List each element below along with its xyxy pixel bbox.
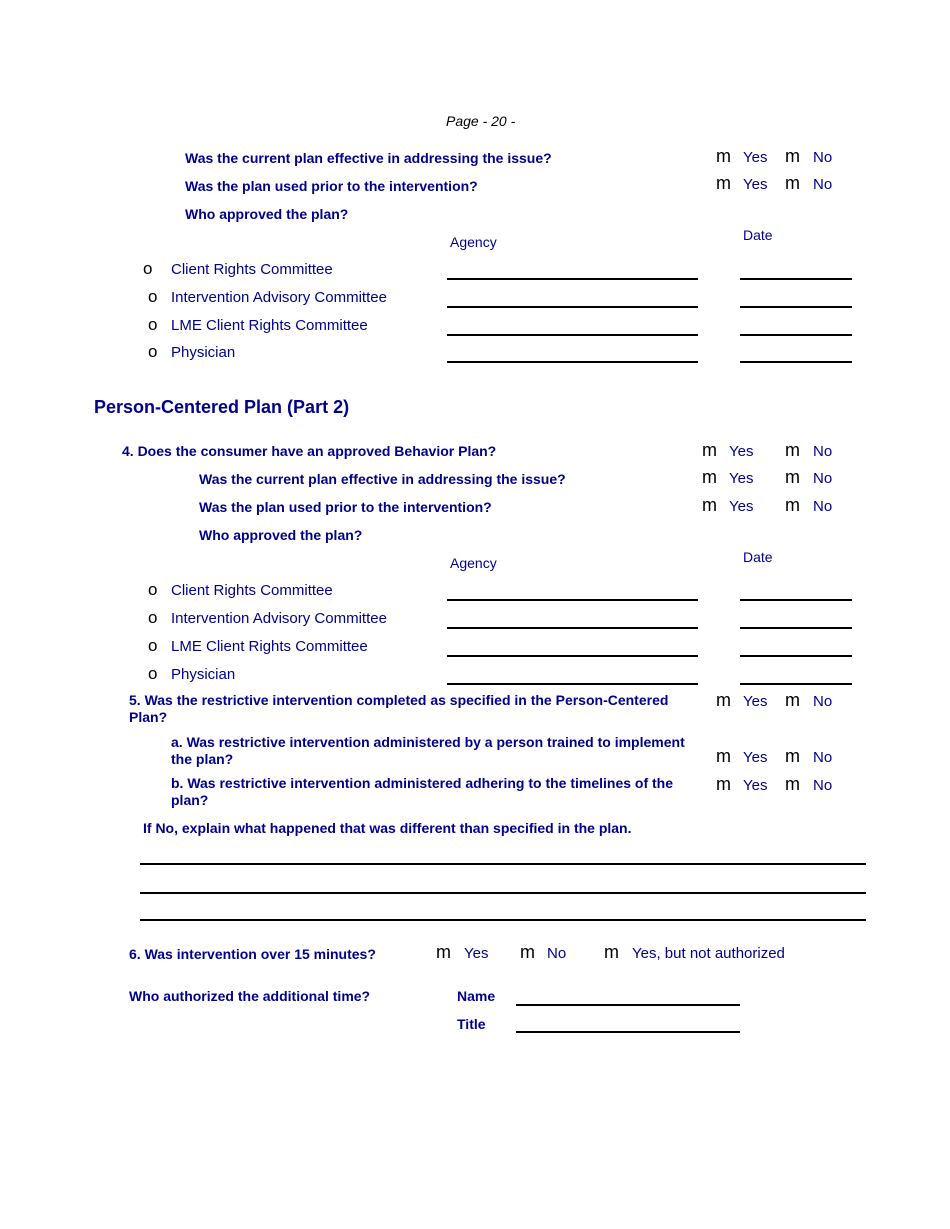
checkbox-client-rights-2[interactable]: o: [148, 580, 158, 599]
question-plan-effective: Was the current plan effective in addressing the issue?: [185, 150, 552, 166]
option-no-label: No: [813, 693, 833, 710]
approver-label: LME Client Rights Committee: [171, 317, 368, 334]
radio-no-prior[interactable]: m: [785, 173, 800, 193]
checkbox-lme-client-rights-2[interactable]: o: [148, 636, 158, 655]
name-line[interactable]: [516, 1004, 740, 1006]
agency-column-label: Agency: [450, 234, 497, 250]
agency-line[interactable]: [447, 599, 698, 601]
checkbox-physician[interactable]: o: [148, 342, 158, 361]
option-yes-label: Yes: [729, 470, 754, 487]
radio-no-effective-2[interactable]: m: [785, 467, 800, 487]
agency-line[interactable]: [447, 627, 698, 629]
radio-yes-effective[interactable]: m: [716, 146, 731, 166]
radio-no-q5b[interactable]: m: [785, 774, 800, 794]
question-plan-prior: Was the plan used prior to the intervention?: [185, 178, 478, 194]
agency-line[interactable]: [447, 655, 698, 657]
section-title: Person-Centered Plan (Part 2): [94, 397, 350, 417]
radio-yes-effective-2[interactable]: m: [702, 467, 717, 487]
approver-label: Intervention Advisory Committee: [171, 289, 387, 306]
radio-yes-prior-2[interactable]: m: [702, 495, 717, 515]
date-line[interactable]: [740, 278, 852, 280]
date-line[interactable]: [740, 361, 852, 363]
approver-label: Physician: [171, 344, 236, 361]
option-yes-label: Yes: [743, 149, 768, 166]
radio-yes-q5a[interactable]: m: [716, 746, 731, 766]
date-column-label: Date: [743, 549, 773, 565]
who-authorized-prompt: Who authorized the additional time?: [129, 988, 371, 1004]
radio-yes-q5b[interactable]: m: [716, 774, 731, 794]
checkbox-intervention-advisory[interactable]: o: [148, 287, 158, 306]
option-no-label: No: [813, 777, 833, 794]
checkbox-physician-2[interactable]: o: [148, 664, 158, 683]
option-no-label: No: [813, 176, 833, 193]
explain-line[interactable]: [140, 919, 866, 921]
agency-line[interactable]: [447, 683, 698, 685]
question-6-over-15-min: 6. Was intervention over 15 minutes?: [129, 946, 376, 962]
option-yes-label: Yes: [729, 498, 754, 515]
checkbox-intervention-advisory-2[interactable]: o: [148, 608, 158, 627]
question-who-approved: Who approved the plan?: [185, 206, 349, 222]
explain-line[interactable]: [140, 892, 866, 894]
explain-line[interactable]: [140, 863, 866, 865]
agency-line[interactable]: [447, 278, 698, 280]
agency-column-label: Agency: [450, 555, 497, 571]
option-no-label: No: [813, 498, 833, 515]
title-line[interactable]: [516, 1031, 740, 1033]
approver-label: Intervention Advisory Committee: [171, 610, 387, 627]
option-yes-label: Yes: [464, 945, 489, 962]
option-yes-label: Yes: [743, 749, 768, 766]
date-line[interactable]: [740, 599, 852, 601]
date-line[interactable]: [740, 334, 852, 336]
date-line[interactable]: [740, 683, 852, 685]
approver-label: Physician: [171, 666, 236, 683]
option-yes-label: Yes: [743, 693, 768, 710]
agency-line[interactable]: [447, 334, 698, 336]
option-no-label: No: [813, 749, 833, 766]
radio-yes-q6[interactable]: m: [436, 942, 451, 962]
option-yes-label: Yes: [729, 443, 754, 460]
question-4-behavior-plan: 4. Does the consumer have an approved Behavior Plan?: [122, 443, 497, 459]
title-label: Title: [457, 1016, 486, 1032]
checkbox-client-rights[interactable]: o: [143, 259, 153, 278]
date-column-label: Date: [743, 227, 773, 243]
radio-yes-q4[interactable]: m: [702, 440, 717, 460]
option-yes-not-authorized-label: Yes, but not authorized: [632, 945, 785, 962]
approver-label: LME Client Rights Committee: [171, 638, 368, 655]
date-line[interactable]: [740, 306, 852, 308]
option-yes-label: Yes: [743, 777, 768, 794]
radio-no-q5a[interactable]: m: [785, 746, 800, 766]
if-no-explain-prompt: If No, explain what happened that was different than specified in the plan.: [143, 820, 632, 836]
agency-line[interactable]: [447, 361, 698, 363]
agency-line[interactable]: [447, 306, 698, 308]
radio-no-q4[interactable]: m: [785, 440, 800, 460]
radio-no-prior-2[interactable]: m: [785, 495, 800, 515]
page-number: Page - 20 -: [446, 113, 516, 129]
option-no-label: No: [813, 149, 833, 166]
radio-yes-prior[interactable]: m: [716, 173, 731, 193]
option-no-label: No: [813, 470, 833, 487]
radio-no-q5[interactable]: m: [785, 690, 800, 710]
radio-yes-not-authorized-q6[interactable]: m: [604, 942, 619, 962]
option-yes-label: Yes: [743, 176, 768, 193]
date-line[interactable]: [740, 627, 852, 629]
checkbox-lme-client-rights[interactable]: o: [148, 315, 158, 334]
question-5a-trained-person: a. Was restrictive intervention administered by a person trained to implement the plan?: [171, 734, 685, 767]
approver-label: Client Rights Committee: [171, 261, 333, 278]
name-label: Name: [457, 988, 496, 1004]
question-plan-prior-2: Was the plan used prior to the intervention?: [199, 499, 492, 515]
option-no-label: No: [547, 945, 567, 962]
question-who-approved-2: Who approved the plan?: [199, 527, 363, 543]
question-5-completed-as-specified: 5. Was the restrictive intervention completed as specified in the Person-Centered Plan?: [129, 692, 669, 725]
question-5b-timelines: b. Was restrictive intervention administered adhering to the timelines of the plan?: [171, 775, 674, 808]
date-line[interactable]: [740, 655, 852, 657]
radio-no-q6[interactable]: m: [520, 942, 535, 962]
approver-label: Client Rights Committee: [171, 582, 333, 599]
radio-no-effective[interactable]: m: [785, 146, 800, 166]
radio-yes-q5[interactable]: m: [716, 690, 731, 710]
option-no-label: No: [813, 443, 833, 460]
question-plan-effective-2: Was the current plan effective in addressing the issue?: [199, 471, 566, 487]
